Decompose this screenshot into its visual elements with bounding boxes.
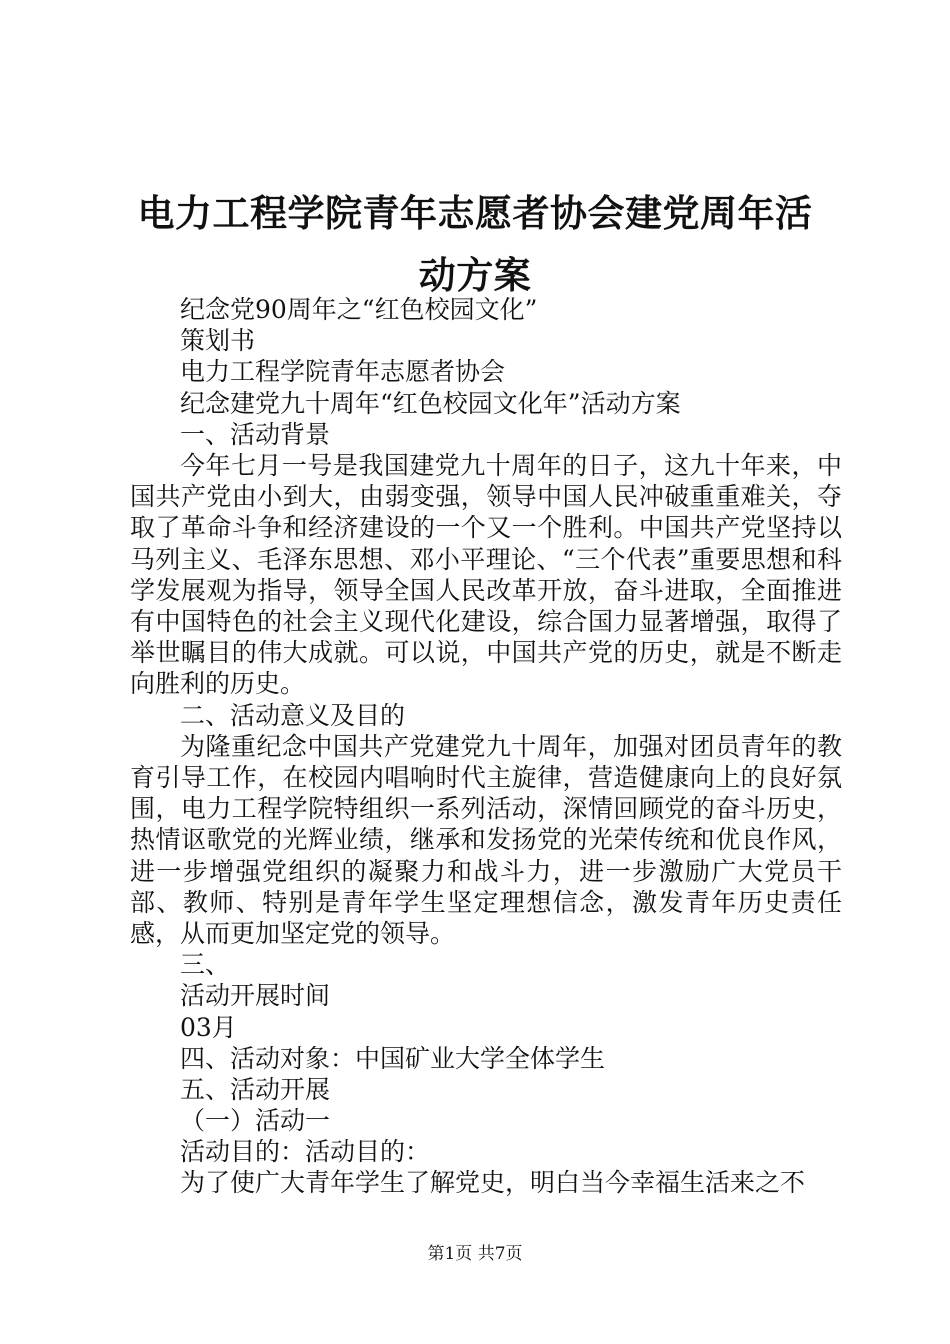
body-line: 活动开展时间 xyxy=(180,981,331,1011)
body-line: 策划书 xyxy=(180,326,256,356)
section-heading-purpose: 二、活动意义及目的 xyxy=(180,700,406,730)
document-body xyxy=(130,294,842,1199)
section-heading-audience: 四、活动对象：中国矿业大学全体学生 xyxy=(180,1043,606,1073)
body-line: 电力工程学院青年志愿者协会 xyxy=(180,357,506,387)
paragraph-background: 今年七月一号是我国建党九十周年的日子，这九十年来，中国共产党由小到大，由弱变强，领导中国人民冲破重重难关，夺取了革命斗争和经济建设的一个又一个胜利。中国共产党坚持以马列主义、毛泽东思想、邓小平理论、“三个代表”重要思想和科学发展观为指导，领导全国人民改革开放，奋斗进取，全面推进有中国特色的社会主义现代化建设，综合国力显著增强，取得了举世瞩目的伟大成就。可以说，中国共产党的历史，就是不断走向胜利的历史。 xyxy=(130,450,842,699)
body-line: 为了使广大青年学生了解党史，明白当今幸福生活来之不 xyxy=(180,1168,806,1198)
section-heading-time: 三、 xyxy=(180,950,231,980)
body-line: 纪念建党九十周年“红色校园文化年”活动方案 xyxy=(180,388,681,418)
document-title: 电力工程学院青年志愿者协会建党周年活动方案 xyxy=(137,192,813,297)
subheading-activity-one: （一）活动一 xyxy=(180,1106,331,1136)
body-line: 纪念党90周年之“红色校园文化” xyxy=(180,295,538,324)
body-line: 活动目的：活动目的： xyxy=(180,1137,431,1167)
paragraph-purpose: 为隆重纪念中国共产党建党九十周年，加强对团员青年的教育引导工作，在校园内唱响时代主旋律，营造健康向上的良好氛围，电力工程学院特组织一系列活动，深情回顾党的奋斗历史，热情讴歌党的光辉业绩，继承和发扬党的光荣传统和优良作风，进一步增强党组织的凝聚力和战斗力，进一步激励广大党员干部、教师、特别是青年学生坚定理想信念，激发青年历史责任感，从而更加坚定党的领导。 xyxy=(130,731,842,948)
page-footer: 第1页 共7页 xyxy=(427,1244,523,1264)
section-heading-activities: 五、活动开展 xyxy=(180,1074,331,1104)
body-line: 03月 xyxy=(180,1012,237,1042)
section-heading-background: 一、活动背景 xyxy=(180,419,331,449)
